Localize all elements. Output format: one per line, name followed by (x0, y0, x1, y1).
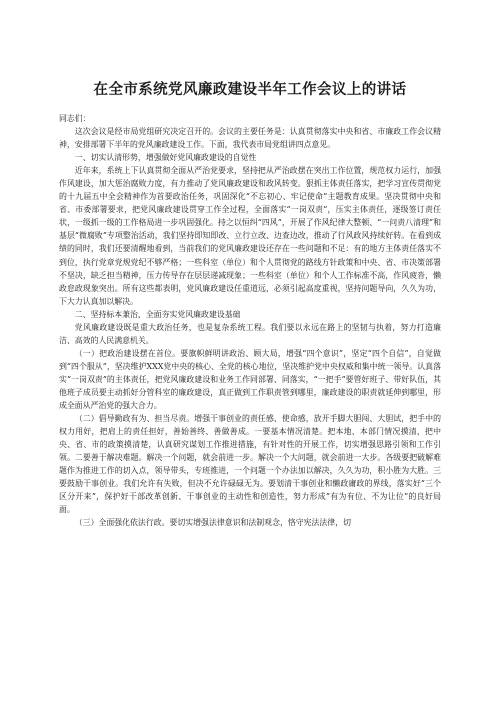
section-2-paragraph-4: （三）全面强化依法行政。要切实增强法律意识和法制观念，恪守宪法法律，切 (74, 518, 351, 528)
page-title: 在全市系统党风廉政建设半年工作会议上的讲话 (93, 81, 407, 98)
greeting: 同志们： (59, 114, 91, 123)
document-body (59, 112, 441, 530)
section-1-heading: 一、切实认清形势，增强做好党风廉政建设的自觉性 (74, 153, 257, 163)
section-2-paragraph-1: 党风廉政建设既是重大政治任务，也是复杂系统工程。我们要以永远在路上的坚韧与执着，努力打造廉洁、高效的人民满意机关。 (59, 322, 441, 345)
section-1-paragraph-1: 近年来，系统上下认真贯彻全面从严治党要求，坚持把从严治政摆在突出工作位置，规范权力运行，加强作风建设，加大惩治腐败力度，有力推动了党风廉政建设和政风转变。狠抓主体责任落实，把学习宣传贯彻党的十九届五中全会精神作为首要政治任务，巩固深化“不忘初心、牢记使命”主题教育成果。坚决贯彻中央和省、市委部署要求，把党风廉政建设贯穿工作全过程，全面落实“一岗双责”，压实主体责任，逐级签订责任状，一级抓一级的工作格局进一步巩固强化。持之以恒纠“四风”，开展了作风纪律大整顿、“一问责八清理”和基层“微腐败”专项整治活动，我们坚持即知即改、立行立改、边查边改，推动了行风政风持续好转。在看到成绩的同时，我们还要清醒地看到，当前我们的党风廉政建设还存在一些问题和不足：有的地方主体责任落实不到位，执行党章党规党纪不够严格；一些科室（单位）和个人贯彻党的路线方针政策和中央、省、市决策部署不坚决，缺乏担当精神，压力传导存在层层递减现象；一些科室（单位）和个人工作标准不高，作风疲沓，懒政怠政现象突出。所有这些都表明，党风廉政建设任重道远，必须引起高度重视，坚持问题导向，久久为功，下大力认真加以解决。 (59, 166, 441, 306)
section-2-paragraph-3: （二）倡导勤政有为、担当尽责。增强干事创业的责任感、使命感，放开手脚大胆闯、大胆试，把手中的权力用好，把肩上的责任担好，善始善终、善做善成。一要基本情况清楚。把本地、本部门情况摸清，把中央、省、市的政策摸清楚，认真研究谋划工作推进措施，有针对性的开展工作，切实增强思路引领和工作引领。二要善于解决难题。解决一个问题，就会前进一步。解决一个大问题，就会前进一大步。各级要把破解难题作为推进工作的切入点，领导带头，专班推进，一个问题一个办法加以解决，久久为功，积小胜为大胜。三要鼓励干事创业。我们允许有失败，但决不允许碌碌无为。要划清干事创业和懒政庸政的界线，落实好“三个区分开来”，保护好干部改革创新、干事创业的主动性和创造性，努力形成“有为有位、不为让位”的良好局面。 (59, 414, 441, 515)
section-2-heading: 二、坚持标本兼治，全面夯实党风廉政建设基础 (74, 309, 241, 319)
intro-paragraph: 这次会议是经市局党组研究决定召开的。会议的主要任务是：认真贯彻落实中央和省、市廉政工作会议精神，安排部署下半年的党风廉政建设工作。下面，我代表市局党组讲四点意见。 (59, 127, 441, 150)
section-2-paragraph-2: （一）把政治建设摆在首位。要旗帜鲜明讲政治、顾大局，增强“四个意识”，坚定“四个自信”，自觉做到“四个服从”，坚决维护XXX党中央的核心、全党的核心地位，坚决维护党中央权威和集中统一领导。认真落实“一岗双责”的主体责任，把党风廉政建设和业务工作同部署、同落实，“一把手”要管好班子、带好队伍，其他班子成员要主动抓好分管科室的廉政建设，真正做到工作职责管到哪里，廉政建设的职责就延伸到哪里，形成全面从严治党的强大合力。 (59, 348, 441, 411)
